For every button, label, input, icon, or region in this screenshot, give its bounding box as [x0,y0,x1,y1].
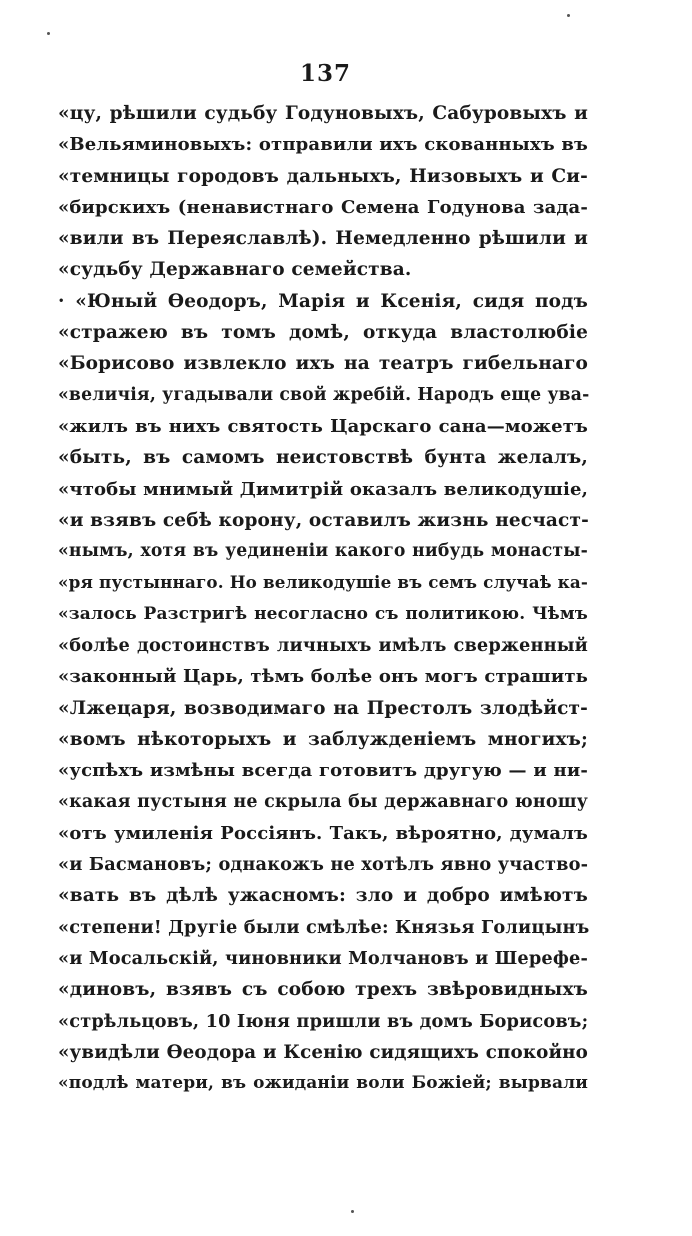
text-line: «Лжецаря, возводимаго на Престолъ злодѣйст- [58,697,588,719]
text-line: «и Басмановъ; однакожъ не хотѣлъ явно участво- [58,854,589,876]
text-line: «темницы городовъ дальныхъ, Низовыхъ и Си- [58,165,588,187]
text-line: «Борисово извлекло ихъ на театръ гибельнаго [58,353,588,375]
print-speck [351,1210,354,1213]
text-line: «нымъ, хотя въ уединеніи какого нибудь монасты- [58,541,588,562]
text-line: · «Юный Ѳеодоръ, Марія и Ксенія, сидя подъ [58,290,588,312]
text-line: «болѣе достоинствъ личныхъ имѣлъ сверженный [58,635,588,657]
text-line: «жилъ въ нихъ святость Царскаго сана—можетъ [58,415,588,437]
text-line: «отъ умиленія Россіянъ. Такъ, вѣроятно, думалъ [58,822,588,844]
text-line: «чтобы мнимый Димитрій оказалъ великодушіе, [58,478,588,500]
body-text [58,98,588,1100]
text-line: «стрѣльцовъ, 10 Іюня пришли въ домъ Борисовъ; [58,1010,589,1032]
text-line: «судьбу Державнаго семейства. [58,259,412,281]
text-line: «величія, угадывали свой жребій. Народъ еще ува- [58,384,590,405]
print-speck [47,32,50,35]
text-line: «вать въ дѣлѣ ужасномъ: зло и добро имѣютъ [58,885,588,907]
text-line: «и Мосальскій, чиновники Молчановъ и Шерефе- [58,948,588,970]
text-line: «законный Царь, тѣмъ болѣе онъ могъ страшить [58,666,588,688]
text-line: «Вельяминовыхъ: отправили ихъ скованныхъ въ [58,134,588,156]
text-line: «залось Разстригѣ несогласно съ политикою. Чѣмъ [58,603,588,624]
text-line: «и взявъ себѣ корону, оставилъ жизнь несчаст- [58,509,589,531]
text-line: «успѣхъ измѣны всегда готовитъ другую — и ни- [58,760,588,782]
text-line: «диновъ, взявъ съ собою трехъ звѣровидныхъ [58,979,588,1001]
print-speck [567,14,570,17]
text-line: «стражею въ томъ домѣ, откуда властолюбіе [58,322,588,344]
text-line: «степени! Другіе были смѣлѣе: Князья Голицынъ [58,916,590,938]
text-line: «увидѣли Ѳеодора и Ксенію сидящихъ спокойно [58,1041,588,1063]
text-line: «подлѣ матери, въ ожиданіи воли Божіей; вырвали [58,1073,588,1094]
text-line: «ря пустыннаго. Но великодушіе въ семъ случаѣ ка- [58,572,588,593]
text-line: «какая пустыня не скрыла бы державнаго юношу [58,791,588,812]
text-line: «быть, въ самомъ неистовствѣ бунта желалъ, [58,447,588,469]
text-line: «вомъ нѣкоторыхъ и заблужденіемъ многихъ; [58,728,588,750]
text-line: «цу, рѣшили судьбу Годуновыхъ, Сабуровыхъ и [58,103,588,124]
text-line: «бирскихъ (ненавистнаго Семена Годунова зада- [58,196,588,218]
page-number: 137 [300,60,352,87]
text-line: «вили въ Переяславлѣ). Немедленно рѣшили и [58,228,588,250]
